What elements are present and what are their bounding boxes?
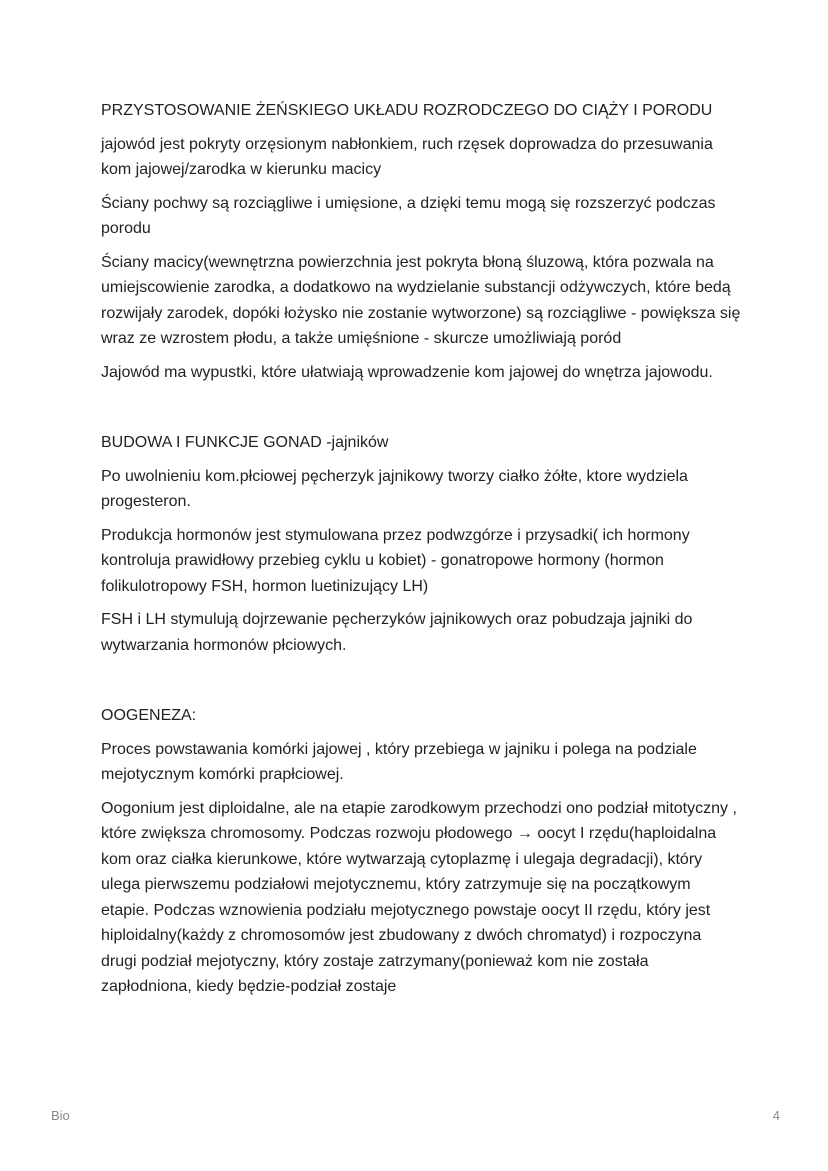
paragraph: Produkcja hormonów jest stymulowana przez podwzgórze i przysadki( ich hormony kontroluja prawidłowy przebieg cyklu u kobiet) - gonatropowe hormony (hormon folikulotropowy FSH, hormon luetinizujący LH) — [101, 526, 690, 595]
paragraph: Po uwolnieniu kom.płciowej pęcherzyk jajnikowy tworzy ciałko żółte, ktore wydziela progesteron. — [101, 467, 688, 510]
paragraph: Proces powstawania komórki jajowej , który przebiega w jajniku i polega na podziale mejotycznym komórki prapłciowej. — [101, 740, 697, 783]
page-number: 4 — [772, 1108, 780, 1123]
footer-document-title: Bio — [51, 1108, 70, 1123]
paragraph: Oogonium jest diploidalne, ale na etapie zarodkowym przechodzi ono podział mitotyczny , które zwiększa chromosomy. Podczas rozwoju płodowego → oocyt I rzędu(haploidalna kom oraz ciałka kierunkowe, które wytwarzają cytoplazmę i ulegaja degradacji), który ulega pierwszemu podziałowi mejotycznemu, który zatrzymuje się na początkowym etapie. Podczas wznowienia podziału mejotycznego powstaje oocyt II rzędu, który jest hiploidalny(każdy z chromosomów jest zbudowany z dwóch chromatyd) i rozpoczyna drugi podział mejotyczny, który zostaje zatrzymany(ponieważ kom nie została zapłodniona, kiedy będzie-podział zostaje — [101, 799, 737, 995]
section-spacer — [101, 658, 741, 703]
section-heading: PRZYSTOSOWANIE ŻEŃSKIEGO UKŁADU ROZRODCZEGO DO CIĄŻY I PORODU — [101, 102, 713, 119]
section-heading: BUDOWA I FUNKCJE GONAD -jajników — [101, 434, 389, 451]
document-body — [101, 98, 741, 1000]
paragraph: Ściany macicy(wewnętrzna powierzchnia jest pokryta błoną śluzową, która pozwala na umiejscowienie zarodka, a dodatkowo na wydzielanie substancji odżywczych, które bedą rozwijały zarodek, dopóki łożysko nie zostanie wytworzone) są rozciągliwe - powiększa się wraz ze wzrostem płodu, a także umięśnione - skurcze umożliwiają poród — [101, 253, 741, 347]
section-heading: OOGENEZA: — [101, 707, 197, 724]
paragraph: jajowód jest pokryty orzęsionym nabłonkiem, ruch rzęsek doprowadza do przesuwania kom jajowej/zarodka w kierunku macicy — [101, 135, 713, 178]
paragraph: FSH i LH stymulują dojrzewanie pęcherzyków jajnikowych oraz pobudzaja jajniki do wytwarzania hormonów płciowych. — [101, 611, 693, 654]
paragraph: Ściany pochwy są rozciągliwe i umięsione, a dzięki temu mogą się rozszerzyć podczas porodu — [101, 194, 716, 237]
section-spacer — [101, 385, 741, 430]
paragraph: Jajowód ma wypustki, które ułatwiają wprowadzenie kom jajowej do wnętrza jajowodu. — [101, 363, 713, 381]
